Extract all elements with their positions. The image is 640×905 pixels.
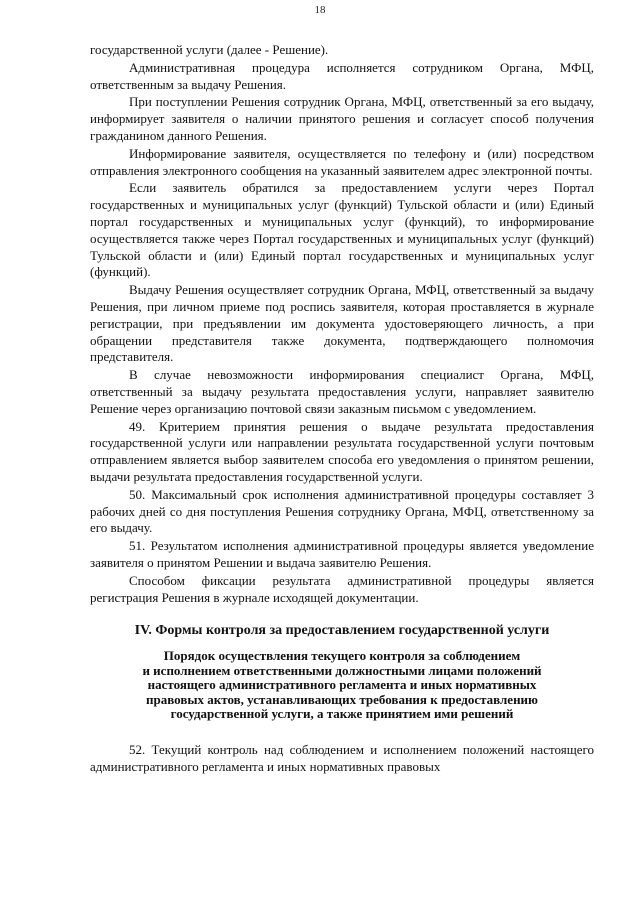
paragraph-49: 49. Критерием принятия решения о выдаче результата предоставления государственной услуги или направлении результата государственной услуги почтовым отправлением является выбор заявителем способа его уведомления о принятом решении, выдачи результата предоставления государственной услуги. xyxy=(90,418,594,484)
sub-heading-line-1: Порядок осуществления текущего контроля за соблюдением xyxy=(163,648,521,664)
document-body xyxy=(90,42,594,776)
sub-heading-line-5: государственной услуги, а также принятием ими решений xyxy=(170,706,514,722)
paragraph-1: государственной услуги (далее - Решение). xyxy=(90,42,329,57)
paragraph-4: Информирование заявителя, осуществляется по телефону и (или) посредством отправления электронного сообщения на указанный заявителем адрес электронной почты. xyxy=(90,145,594,178)
paragraph-fixation: Способом фиксации результата административной процедуры является регистрация Решения в журнале исходящей документации. xyxy=(90,572,594,605)
paragraph-6: Выдачу Решения осуществляет сотрудник Органа, МФЦ, ответственный за выдачу Решения, при личном приеме под роспись заявителя, которая проставляется в журнале регистрации, при предъявлении им документа удостоверяющего личность, а при обращении представителя также документа, подтверждающего полномочия представителя. xyxy=(90,282,594,365)
sub-heading-line-2: и исполнением ответственными должностными лицами положений xyxy=(142,662,542,678)
paragraph-7: В случае невозможности информирования специалист Органа, МФЦ, ответственный за выдачу результата предоставления услуги, направляет заявителю Решение через организацию почтовой связи заказным письмом с уведомлением. xyxy=(90,367,594,416)
paragraph-5: Если заявитель обратился за предоставлением услуги через Портал государственных и муниципальных услуг (функций) Тульской области и (или) Единый портал государственных и муниципальных услуг (функций), то информирование осуществляется также через Портал государственных и муниципальных услуг (функций) Тульской области и (или) Единый портал государственных и муниципальных услуг (функций). xyxy=(90,180,594,280)
paragraph-51: 51. Результатом исполнения административной процедуры является уведомление заявителя о принятом Решении и выдача заявителю Решения. xyxy=(90,538,594,570)
paragraph-3: При поступлении Решения сотрудник Органа, МФЦ, ответственный за его выдачу, информирует заявителя о наличии принятого решения и согласует способ получения гражданином данного Решения. xyxy=(90,94,594,143)
paragraph-52: 52. Текущий контроль над соблюдением и исполнением положений настоящего административного регламента и иных нормативных правовых xyxy=(90,741,594,774)
sub-heading-line-3: настоящего административного регламента и иных нормативных xyxy=(147,677,537,693)
sub-heading-line-4: правовых актов, устанавливающих требования к предоставлению xyxy=(146,691,538,707)
paragraph-50: 50. Максимальный срок исполнения административной процедуры составляет 3 рабочих дней со дня поступления Решения сотруднику Органа, МФЦ, ответственному за его выдачу. xyxy=(90,486,594,536)
page-number: 18 xyxy=(314,4,326,16)
section-heading: IV. Формы контроля за предоставлением государственной услуги xyxy=(134,623,550,639)
sub-heading xyxy=(90,649,594,722)
paragraph-2: Административная процедура исполняется сотрудником Органа, МФЦ, ответственным за выдачу Решения. xyxy=(90,59,594,92)
